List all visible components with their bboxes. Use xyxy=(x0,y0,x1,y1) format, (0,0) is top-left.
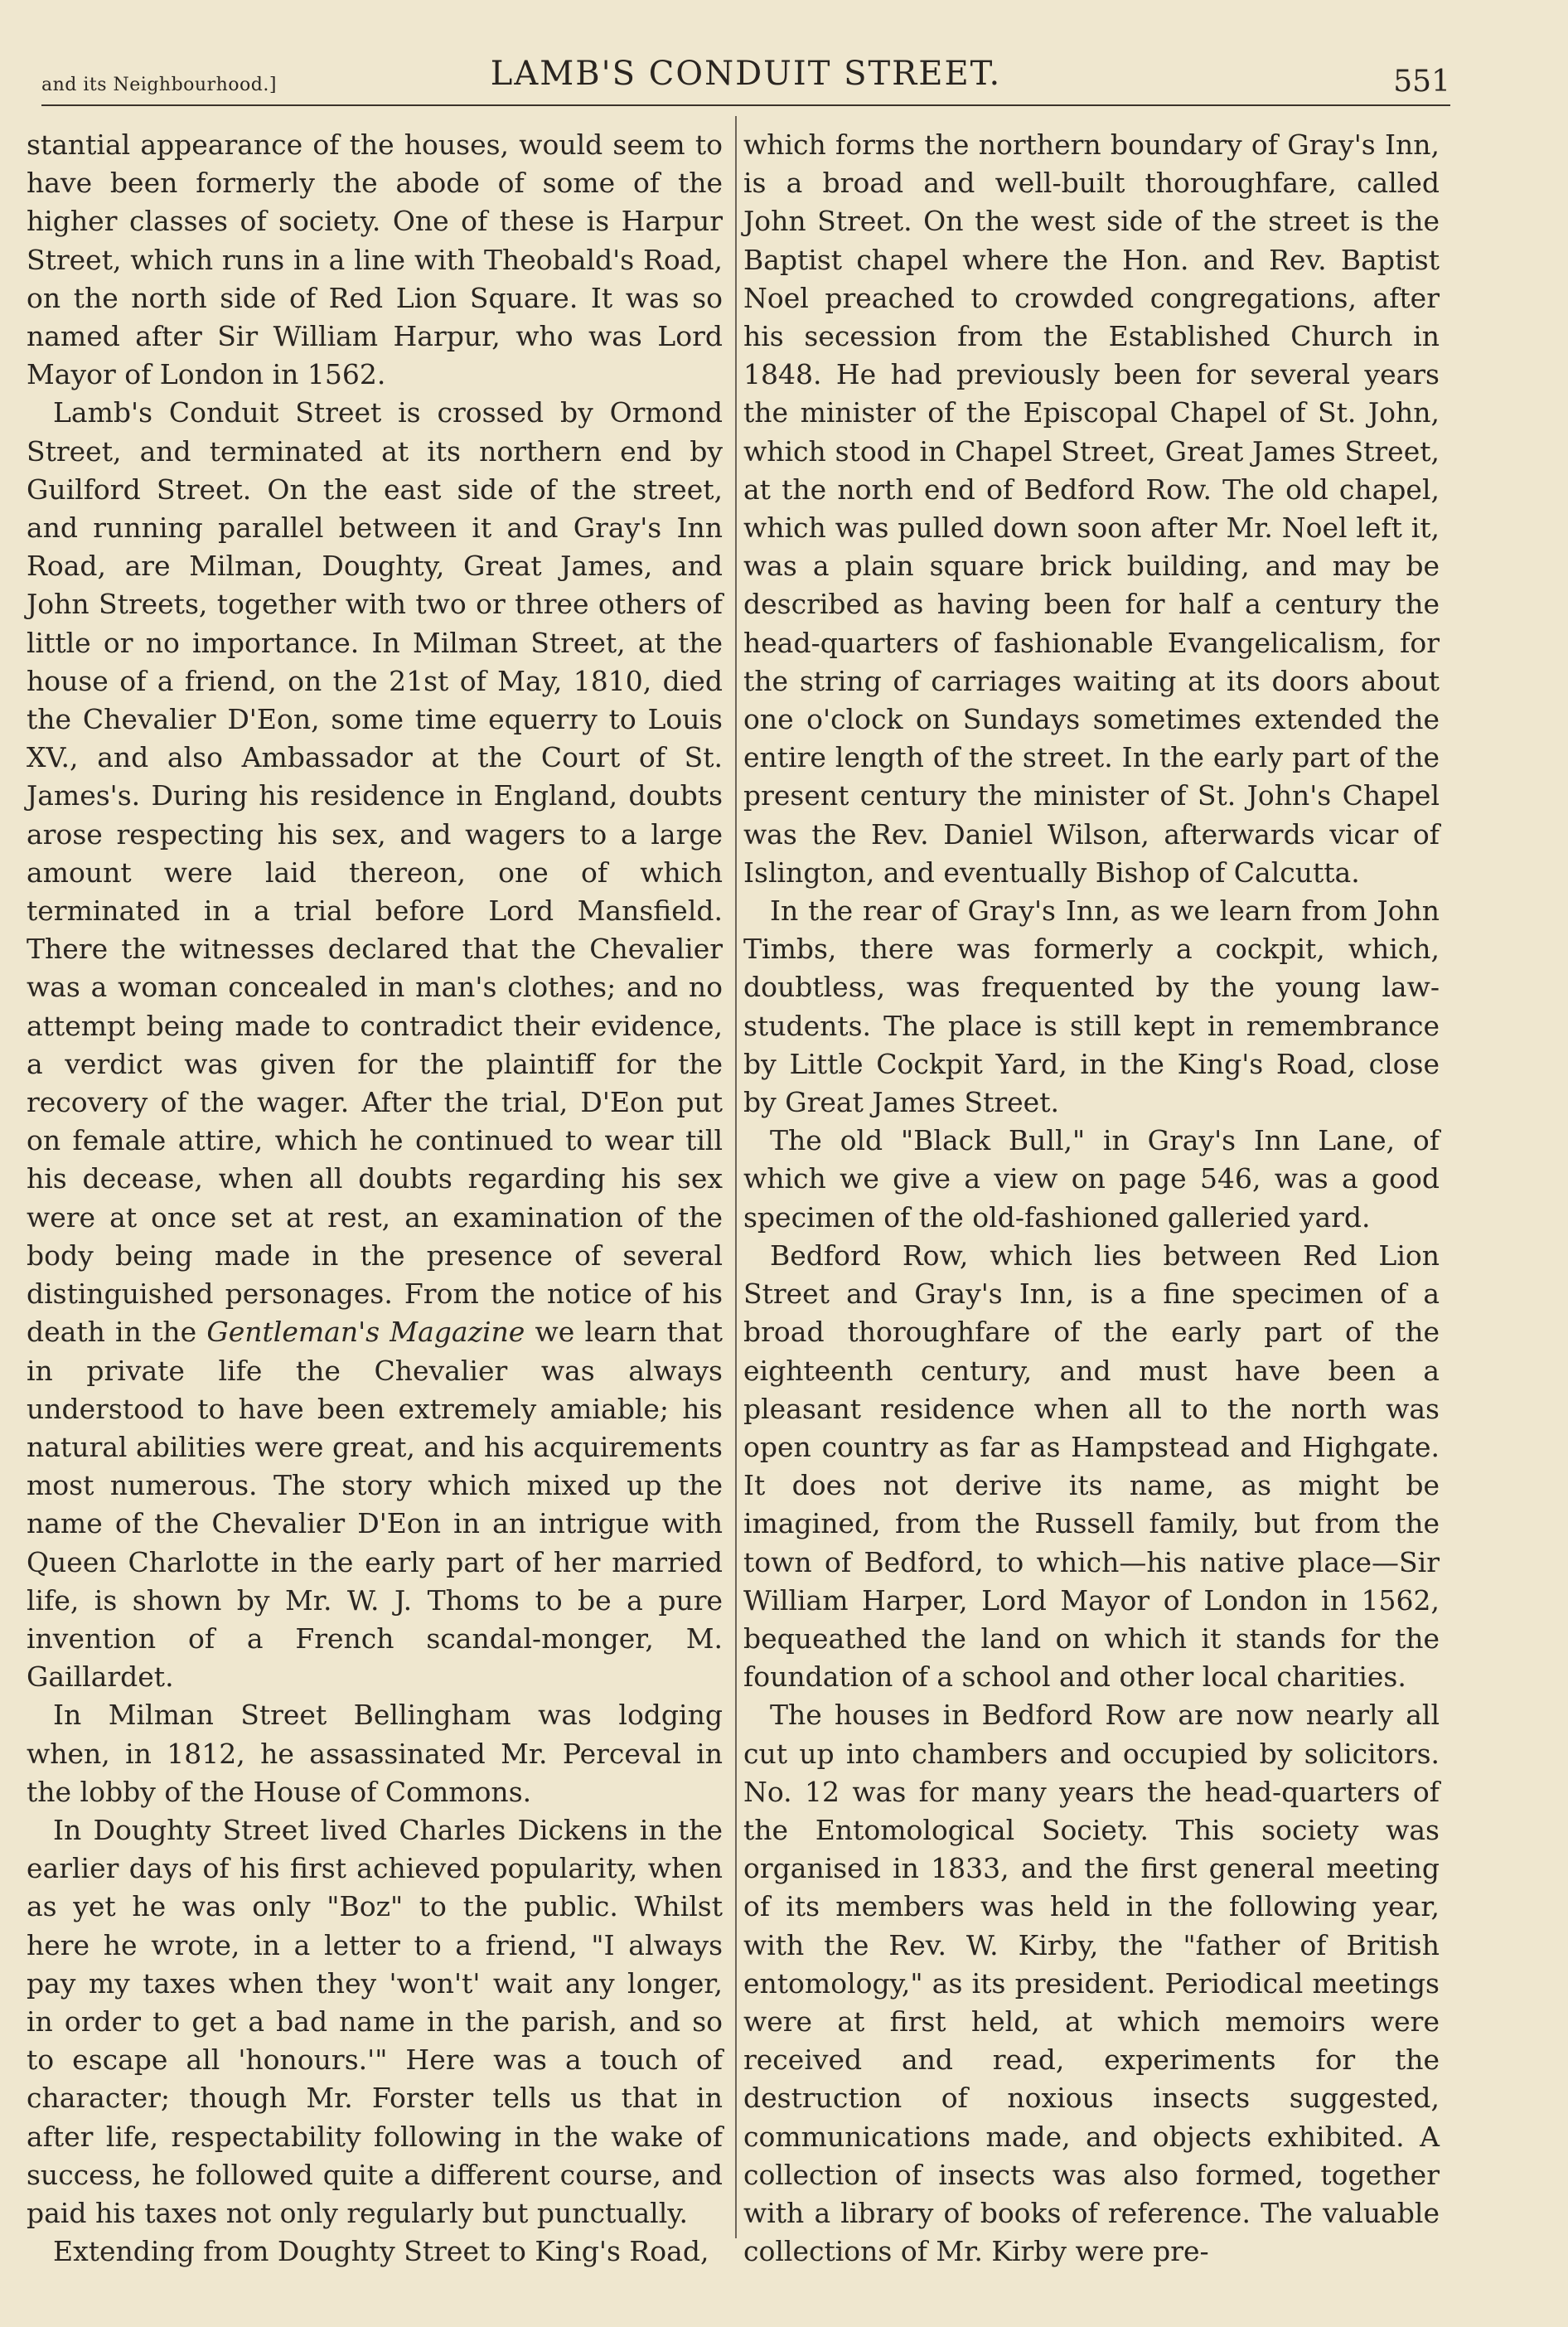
paragraph: In Milman Street Bellingham was lodging when, in 1812, he assassinated Mr. Perceval in the lobby of the House of Commons. xyxy=(27,1699,723,1808)
paragraph xyxy=(27,394,723,1696)
paragraph: The old "Black Bull," in Gray's Inn Lane, of which we give a view on page 546, was a good specimen of the old-fashioned galleried yard. xyxy=(743,1124,1440,1234)
paragraph: The houses in Bedford Row are now nearly all cut up into chambers and occupied by solicitors. No. 12 was for many years the head-quarters of the Entomological Society. This society was organised in 1833, and the first general meeting of its members was held in the following year, with the Rev. W. Kirby, the "father of British entomology," as its president. Periodical meetings were at first held, at which memoirs were received and read, experiments for the destruction of noxious insects suggested, communications made, and objects exhibited. A collection of insects was also formed, together with a library of books of reference. The valuable collections of Mr. Kirby were pre- xyxy=(743,1699,1440,2268)
paragraph-text: Lamb's Conduit Street is crossed by Ormond Street, and terminated at its northern end by Guilford Street. On the east side of the street, and running parallel between it and Gray's Inn Road, are Milman, Doughty, Great James, and John Streets, together with two or three others of little or no importance. In Milman Street, at the house of a friend, on the 21st of May, 1810, died the Chevalier D'Eon, some time equerry to Louis XV., and also Ambassador at the Court of St. James's. During his residence in England, doubts arose respecting his sex, and wagers to a large amount were laid thereon, one of which terminated in a trial before Lord Mansfield. There the witnesses declared that the Chevalier was a woman concealed in man's clothes; and no attempt being made to contradict their evidence, a verdict was given for the plaintiff for the recovery of the wager. After the trial, D'Eon put on female attire, which he continued to wear till his decease, when all doubts regarding his sex were at once set at rest, an examination of the body being made in the presence of several distinguished personages. From the notice of his death in the xyxy=(27,396,723,1349)
page-number: 551 xyxy=(1393,65,1450,99)
paragraph: Extending from Doughty Street to King's Road, xyxy=(53,2235,709,2268)
header-title: LAMB'S CONDUIT STREET. xyxy=(490,55,1002,93)
left-column xyxy=(27,126,723,2271)
header-rule xyxy=(41,104,1450,106)
paragraph-text: we learn that in private life the Chevalier was always understood to have been extremely amiable; his natural abilities were great, and his acquirements most numerous. The story which mixed up the name of the Chevalier D'Eon in an intrigue with Queen Charlotte in the early part of her married life, is shown by Mr. W. J. Thoms to be a pure invention of a French scandal-monger, M. Gaillardet. xyxy=(27,1316,723,1694)
paragraph: stantial appearance of the houses, would seem to have been formerly the abode of some of the higher classes of society. One of these is Harpur Street, which runs in a line with Theobald's Road, on the north side of Red Lion Square. It was so named after Sir William Harpur, who was Lord Mayor of London in 1562. xyxy=(27,128,723,391)
column-divider xyxy=(735,116,737,2238)
paragraph: which forms the northern boundary of Gray's Inn, is a broad and well-built thoroughfare, called John Street. On the west side of the street is the Baptist chapel where the Hon. and Rev. Baptist Noel preached to crowded congregations, after his secession from the Established Church in 1848. He had previously been for several years the minister of the Episcopal Chapel of St. John, which stood in Chapel Street, Great James Street, at the north end of Bedford Row. The old chapel, which was pulled down soon after Mr. Noel left it, was a plain square brick building, and may be described as having been for half a century the head-quarters of fashionable Evangelicalism, for the string of carriages waiting at its doors about one o'clock on Sundays sometimes extended the entire length of the street. In the early part of the present century the minister of St. John's Chapel was the Rev. Daniel Wilson, afterwards vicar of Islington, and eventually Bishop of Calcutta. xyxy=(743,128,1440,889)
running-header xyxy=(41,51,1450,109)
paragraph: In Doughty Street lived Charles Dickens in the earlier days of his first achieved popularity, when as yet he was only "Boz" to the public. Whilst here he wrote, in a letter to a friend, "I always pay my taxes when they 'won't' wait any longer, in order to get a bad name in the parish, and so to escape all 'honours.'" Here was a touch of character; though Mr. Forster tells us that in after life, respectability following in the wake of success, he followed quite a different course, and paid his taxes not only regularly but punctually. xyxy=(27,1813,723,2229)
right-column xyxy=(743,126,1440,2271)
italic-title: Gentleman's Magazine xyxy=(206,1316,525,1349)
paragraph: Bedford Row, which lies between Red Lion Street and Gray's Inn, is a fine specimen of a broad thoroughfare of the early part of the eighteenth century, and must have been a pleasant residence when all to the north was open country as far as Hampstead and Highgate. It does not derive its name, as might be imagined, from the Russell family, but from the town of Bedford, to which—his native place—Sir William Harper, Lord Mayor of London in 1562, bequeathed the land on which it stands for the foundation of a school and other local charities. xyxy=(743,1239,1440,1694)
header-section-label: and its Neighbourhood.] xyxy=(41,75,277,95)
paragraph: In the rear of Gray's Inn, as we learn from John Timbs, there was formerly a cockpit, which, doubtless, was frequented by the young law-students. The place is still kept in remembrance by Little Cockpit Yard, in the King's Road, close by Great James Street. xyxy=(743,894,1440,1119)
